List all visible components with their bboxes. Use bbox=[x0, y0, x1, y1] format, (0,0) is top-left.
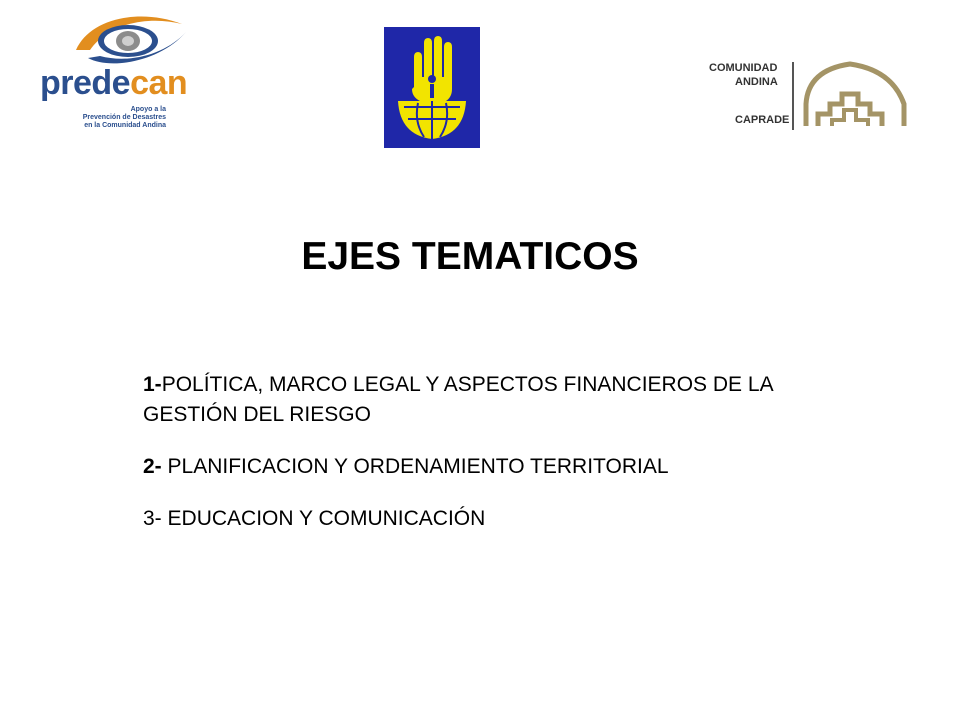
predecan-tagline-line1: Apoyo a la bbox=[130, 106, 166, 113]
theme-text: PLANIFICACION Y ORDENAMIENTO TERRITORIAL bbox=[161, 455, 669, 478]
predecan-word-part2: can bbox=[130, 64, 188, 102]
predecan-tagline-line3: en la Comunidad Andina bbox=[84, 122, 166, 129]
predecan-word-part1: prede bbox=[40, 64, 131, 102]
theme-number: 2- bbox=[143, 455, 162, 478]
theme-number: 1- bbox=[143, 373, 162, 396]
predecan-tagline-line2: Prevención de Desastres bbox=[82, 114, 166, 121]
theme-number: 3- bbox=[143, 507, 162, 530]
slide-title: EJES TEMATICOS bbox=[301, 235, 639, 278]
andean-steps-icon bbox=[800, 60, 910, 130]
theme-text: POLÍTICA, MARCO LEGAL Y ASPECTOS FINANCIEROS DE LA GESTIÓN DEL RIESGO bbox=[143, 373, 773, 426]
themes-list bbox=[143, 370, 863, 556]
predecan-tagline bbox=[36, 106, 166, 130]
comunidad-andina-logo bbox=[705, 60, 915, 130]
theme-item-2 bbox=[143, 452, 863, 482]
hand-globe-emblem bbox=[384, 27, 480, 148]
hand-globe-icon bbox=[384, 27, 480, 148]
can-line-comunidad: COMUNIDAD bbox=[709, 62, 778, 74]
can-divider bbox=[792, 62, 794, 130]
theme-item-1 bbox=[143, 370, 863, 430]
can-line-andina: ANDINA bbox=[735, 76, 778, 88]
can-line-caprade: CAPRADE bbox=[735, 114, 790, 126]
theme-text: EDUCACION Y COMUNICACIÓN bbox=[161, 507, 486, 530]
predecan-eye-icon bbox=[70, 10, 190, 70]
theme-item-3 bbox=[143, 504, 863, 534]
predecan-wordmark bbox=[40, 66, 187, 100]
predecan-logo bbox=[36, 10, 196, 130]
